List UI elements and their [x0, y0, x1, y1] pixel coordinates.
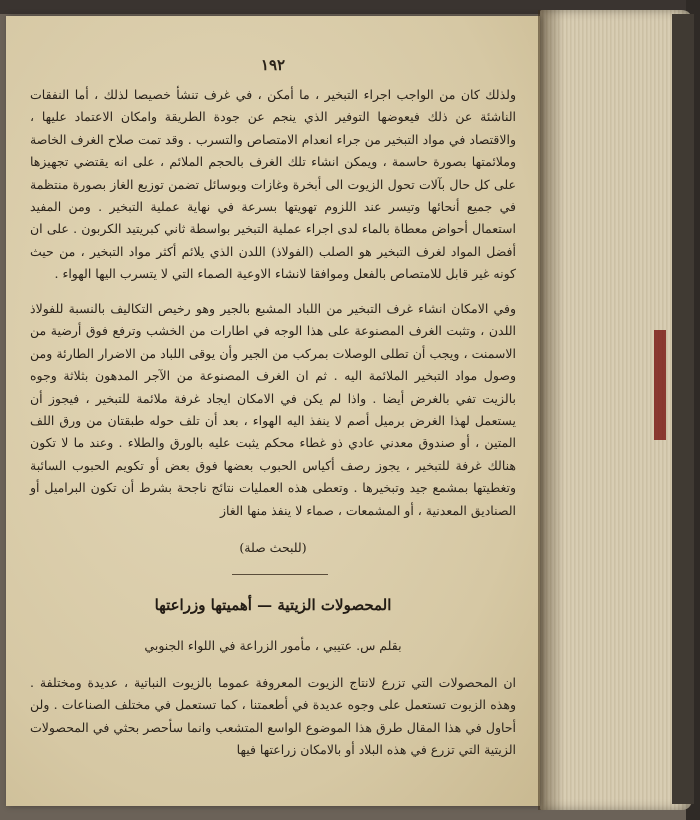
section-divider: [232, 574, 328, 575]
bookmark-ribbon: [654, 330, 666, 440]
paragraph-alternatives: وفي الامكان انشاء غرف التبخير من اللباد المشبع بالجير وهو رخيص التكاليف بالنسبة للفولاذ اللدن ، وتثبت الغرف المصنوعة على هذا الوجه في اطارات من الخشب وترفع فوق أرضية من الاسمنت ، ويجب أن تطلى الوصلات بمركب من الجير وأن يوقى اللباد من الاضرار الطارئة ومن وصول مواد التبخير الملائمة اليه . ثم ان الغرف المصنوعة من الآجر المدهون بثلاثة وجوه بالزيت تفي بالغرض أيضا . واذا لم يكن في الامكان ايجاد غرفة ملائمة للتبخير ، فيجوز أن يستعمل لهذا الغرض برميل أصم لا ينفذ اليه الهواء ، بعد أن تلف حوله طبقتان من ورق اللف المتين ، أو صندوق معدني عادي ذو غطاء محكم يثبت عليه بالورق والطلاء . وعند ما لا تكون هنالك غرفة للتبخير ، يجوز رصف أكياس الحبوب بعضها فوق بعض أو تكويم الحبوب السائبة وتغطيتها بمشمع جيد وتبخيرها . وتعطى هذه العمليات نتائج ناجحة بشرط أن تكون البراميل أو الصناديق المعدنية ، أو المشمعات ، صماء لا ينفذ منها الغاز: [30, 301, 516, 518]
article-byline: بقلم س. عتيبي ، مأمور الزراعة في اللواء الجنوبي: [144, 638, 402, 653]
page-number: ١٩٢: [260, 56, 286, 74]
book-page: [6, 16, 540, 806]
article-title: المحصولات الزيتية — أهميتها وزراعتها: [154, 596, 392, 614]
paragraph-fumigation-rooms: ولذلك كان من الواجب اجراء التبخير ، ما أمكن ، في غرف تنشأ خصيصا لذلك ، أما النفقات الناشئة عن ذلك فيعوضها التوفير الذي ينجم عن جودة الطريقة وامكان الاعتماد عليها ، والاقتصاد في مواد التبخير من جراء انعدام الامتصاص والتسرب . وقد تمت صلاح الغرف الخاصة وملائمتها بصورة حاسمة ، ويمكن انشاء تلك الغرف بالحجم الملائم ، على انه يقتضي تجهيزها على كل حال بآلات تحول الزيوت الى أبخرة وغازات وبوسائل تضمن توزيع الغاز بصورة منتظمة في جميع أنحائها وتيسر عند اللزوم تهويتها بسرعة في نهاية عملية التبخير . ومن المفيد استعمال أحواض معطاة بالماء لدى اجراء عملية التبخير بواسطة ثاني كبريتيد الكربون . على ان أفضل المواد لغرف التبخير هو الصلب (الفولاذ) اللدن الذي يلائم أكثر مواد التبخير ، من حيث كونه غير قابل للامتصاص بالفعل وموافقا لانشاء الاوعية الصماء التي لا يتسرب اليها الهواء .: [30, 87, 516, 282]
paragraph-oil-crops-intro: ان المحصولات التي تزرع لانتاج الزيوت المعروفة عموما بالزيوت النباتية ، عديدة ومختلفة . وهذه الزيوت تستعمل على وجوه عديدة في أطعمتنا ، كما تستعمل في مختلف الصناعات . ولن أحاول في هذا المقال طرق هذا الموضوع الواسع المتشعب وانما سأحصر بحثي في المحصولات الزيتية التي تزرع في هذه البلاد أو بالامكان زراعتها فيها: [30, 675, 516, 758]
to-be-continued: (للبحث صلة): [239, 540, 307, 555]
cover-edge: [672, 14, 694, 804]
spine-shadow: [538, 10, 564, 810]
